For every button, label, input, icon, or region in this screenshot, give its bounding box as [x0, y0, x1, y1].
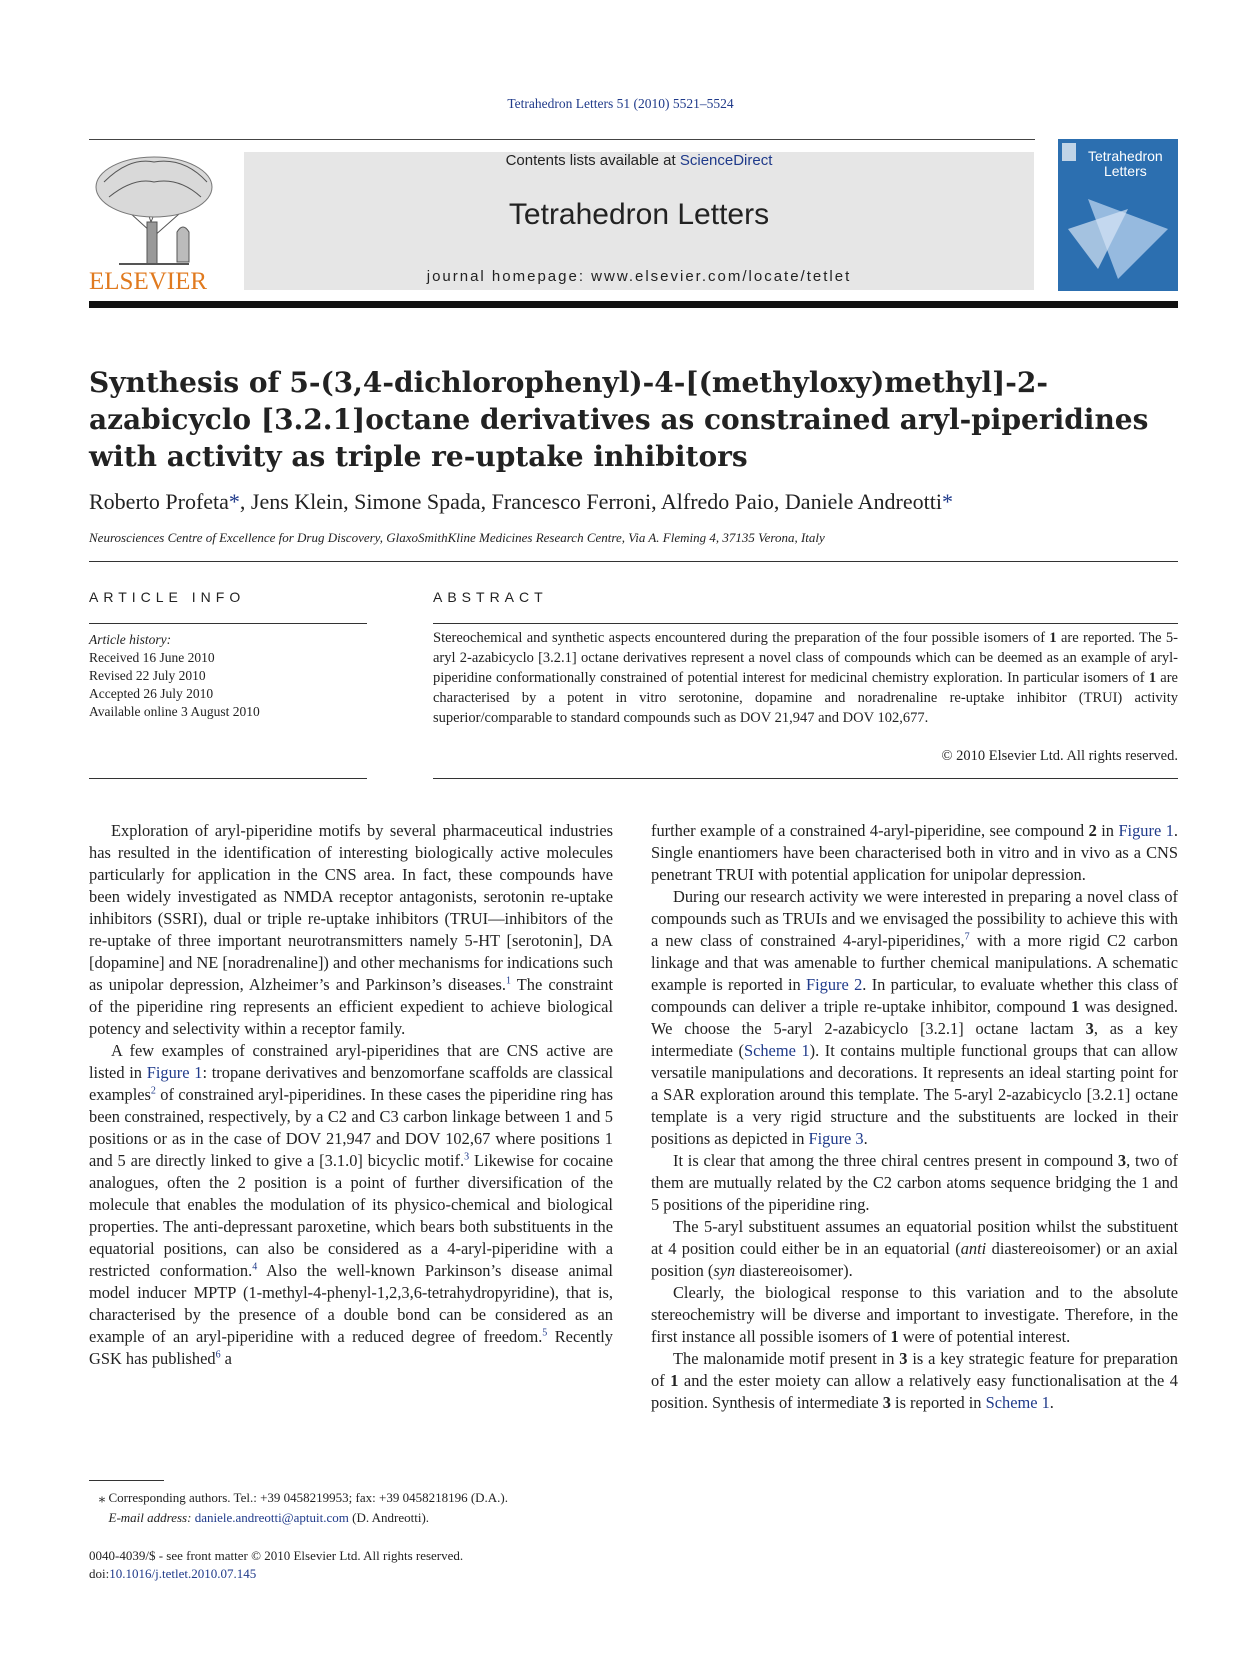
email-link[interactable]: daniele.andreotti@aptuit.com: [194, 1510, 349, 1525]
article-title: Synthesis of 5-(3,4-dichlorophenyl)-4-[(methyloxy)methyl]-2-azabicyclo [3.2.1]octane derivatives as constrained aryl-piperidines with activity as triple re-uptake inhibitors: [89, 366, 1149, 473]
divider: [433, 778, 1178, 779]
paragraph: further example of a constrained 4-aryl-piperidine, see compound 2 in Figure 1. Single enantiomers have been characterised both in vitro and in vivo as a CNS penetrant TRUI with potential application for unipolar depression.: [651, 821, 1178, 884]
divider: [89, 623, 367, 624]
footnote-contact: ⁎ Corresponding authors. Tel.: +39 0458219953; fax: +39 0458218196 (D.A.).: [98, 1490, 509, 1505]
journal-cover-image: [1058, 139, 1178, 291]
header-top-rule: [89, 139, 1035, 140]
history-label: Article history:: [89, 632, 172, 647]
paragraph: Exploration of aryl-piperidine motifs by several pharmaceutical industries has resulted in the identification of interesting biologically active molecules particularly for application in the CNS area. In fact, these compounds have been widely investigated as NMDA receptor antagonists, serotonin re-uptake inhibitors (SSRI), dual or triple re-uptake inhibitors (TRUI—inhibitors of the re-uptake of three important neurotransmitters namely 5-HT [serotonin], DA [dopamine] and NE [noradrenaline]) and other mechanisms for indications such as unipolar depression, Alzheimer’s and Parkinson’s diseases.$^1$ The constraint of the piperidine ring represents an efficient expedient to achieve biological potency and selectivity within a receptor family.: [89, 821, 614, 1038]
contents-available-line: Contents lists available at ScienceDirect: [505, 152, 773, 169]
tree-icon: [89, 152, 219, 267]
article-history: [89, 631, 367, 721]
reference-link[interactable]: 5: [542, 1327, 548, 1339]
figure-link[interactable]: Figure 2: [806, 975, 863, 994]
elsevier-wordmark: ELSEVIER: [89, 268, 208, 295]
reference-link[interactable]: 1: [505, 975, 511, 987]
history-revised: Revised 22 July 2010: [89, 668, 206, 683]
author-list: Roberto Profeta*, Jens Klein, Simone Spada, Francesco Ferroni, Alfredo Paio, Daniele Andreotti*: [89, 489, 953, 514]
paragraph: A few examples of constrained aryl-piperidines that are CNS active are listed in Figure 1: tropane derivatives and benzomorfane scaffolds are classical examples$^2$ of constrained aryl-piperidines. In these cases the piperidine ring has been constrained, respectively, by a C2 and C3 carbon linkage between 1 and 5 positions or as in the case of DOV 21,947 and DOV 102,67 where positions 1 and 5 are directly linked to give a [3.1.0] bicyclic motif.$^3$ Likewise for cocaine analogues, often the 2 position is a point of further diversification of the molecule that enables the modulation of its physico-chemical and biological properties. The anti-depressant paroxetine, which bears both substituents in the equatorial positions, can also be considered as a 4-aryl-piperidine with a restricted conformation.$^4$ Also the well-known Parkinson’s disease animal model inducer MPTP (1-methyl-4-phenyl-1,2,3,6-tetrahydropyridine), that is, characterised by the presence of a double bond can be considered as an example of an aryl-piperidine with a reduced degree of freedom.$^5$ Recently GSK has published$^6$ a: [89, 1041, 613, 1368]
journal-citation[interactable]: Tetrahedron Letters 51 (2010) 5521–5524: [507, 96, 734, 111]
sciencedirect-link[interactable]: ScienceDirect: [679, 152, 773, 169]
front-matter-info: [89, 1547, 689, 1583]
body-left-column: [89, 820, 613, 1370]
history-online: Available online 3 August 2010: [89, 704, 260, 719]
figure-link[interactable]: Figure 3: [808, 1129, 864, 1148]
elsevier-logo: [89, 152, 219, 295]
reference-link[interactable]: 4: [252, 1261, 258, 1273]
journal-banner: [244, 152, 1034, 290]
corresponding-author-footnote: [89, 1488, 613, 1528]
doi-link[interactable]: 10.1016/j.tetlet.2010.07.145: [109, 1566, 257, 1581]
body-right-column: [651, 820, 1178, 1414]
divider: [89, 778, 367, 779]
issn-line: 0040-4039/$ - see front matter © 2010 Elsevier Ltd. All rights reserved.: [89, 1548, 464, 1563]
scheme-link[interactable]: Scheme 1: [985, 1393, 1050, 1412]
reference-link[interactable]: 6: [215, 1349, 221, 1361]
paragraph: It is clear that among the three chiral centres present in compound 3, two of them are mutually related by the C2 carbon atoms sequence bridging the 1 and 5 positions of the piperidine ring.: [651, 1151, 1178, 1214]
history-accepted: Accepted 26 July 2010: [89, 686, 214, 701]
scheme-link[interactable]: Scheme 1: [743, 1041, 810, 1060]
paragraph: During our research activity we were interested in preparing a novel class of compounds such as TRUIs and we envisaged the possibility to achieve this with a new class of constrained 4-aryl-piperidines,$^7$ with a more rigid C2 carbon linkage and that was amenable to further chemical manipulations. A schematic example is reported in Figure 2. In particular, to evaluate whether this class of compounds can deliver a triple re-uptake inhibitor, compound 1 was designed. We choose the 5-aryl 2-azabicyclo [3.2.1] octane lactam 3, as a key intermediate (Scheme 1). It contains multiple functional groups that can allow versatile manipulations and decorations. It represents an ideal starting point for a SAR exploration around this template. The 5-aryl 2-azabicyclo [3.2.1] octane template is a very rigid structure and the substituents are locked in their positions as depicted in Figure 3.: [651, 887, 1179, 1148]
corresponding-author-mark[interactable]: *: [228, 489, 240, 514]
paragraph: The 5-aryl substituent assumes an equatorial position whilst the substituent at 4 position could either be in an equatorial (anti diastereoisomer) or an axial position (syn diastereoisomer).: [651, 1217, 1178, 1280]
abstract-copyright: © 2010 Elsevier Ltd. All rights reserved.: [941, 748, 1178, 764]
doi-line: doi:10.1016/j.tetlet.2010.07.145: [89, 1566, 257, 1581]
corresponding-author-mark[interactable]: *: [941, 489, 953, 514]
header-thick-rule: [89, 301, 1178, 308]
reference-link[interactable]: 7: [964, 931, 970, 943]
figure-link[interactable]: Figure 1: [146, 1063, 203, 1082]
cover-title: Tetrahedron Letters: [1088, 148, 1163, 179]
journal-name: Tetrahedron Letters: [508, 198, 770, 231]
reference-link[interactable]: 2: [150, 1085, 156, 1097]
divider: [89, 561, 1178, 562]
journal-homepage[interactable]: journal homepage: www.elsevier.com/locate/tetlet: [426, 268, 852, 285]
history-received: Received 16 June 2010: [89, 650, 215, 665]
abstract-text: Stereochemical and synthetic aspects encountered during the preparation of the four possible isomers of 1 are reported. The 5-aryl 2-azabicyclo [3.2.1] octane derivatives represent a novel class of compounds which can be deemed as an example of aryl-piperidine conformationally constrained of potential interest for medicinal chemistry exploration. In particular isomers of 1 are characterised by a potent in vitro serotonine, dopamine and noradrenaline re-uptake inhibitor (TRUI) activity superior/comparable to standard compounds such as DOV 21,947 and DOV 102,677.: [433, 630, 1178, 726]
footnote-rule: [89, 1480, 164, 1481]
paragraph: Clearly, the biological response to this variation and to the absolute stereochemistry will be diverse and important to investigate. Therefore, in the first instance all possible isomers of 1 were of potential interest.: [651, 1283, 1178, 1346]
paragraph: The malonamide motif present in 3 is a key strategic feature for preparation of 1 and the ester moiety can allow a relatively easy functionalisation at the 4 position. Synthesis of intermediate 3 is reported in Scheme 1.: [651, 1349, 1179, 1412]
figure-link[interactable]: Figure 1: [1118, 821, 1174, 840]
reference-link[interactable]: 3: [464, 1151, 470, 1163]
affiliation: Neurosciences Centre of Excellence for Drug Discovery, GlaxoSmithKline Medicines Research Centre, Via A. Fleming 4, 37135 Verona, Italy: [89, 530, 825, 545]
abstract-heading: ABSTRACT: [433, 589, 548, 605]
article-info-heading: ARTICLE INFO: [89, 589, 246, 605]
divider: [433, 623, 1178, 624]
footnote-email: E-mail address: daniele.andreotti@aptuit.com (D. Andreotti).: [108, 1510, 430, 1525]
